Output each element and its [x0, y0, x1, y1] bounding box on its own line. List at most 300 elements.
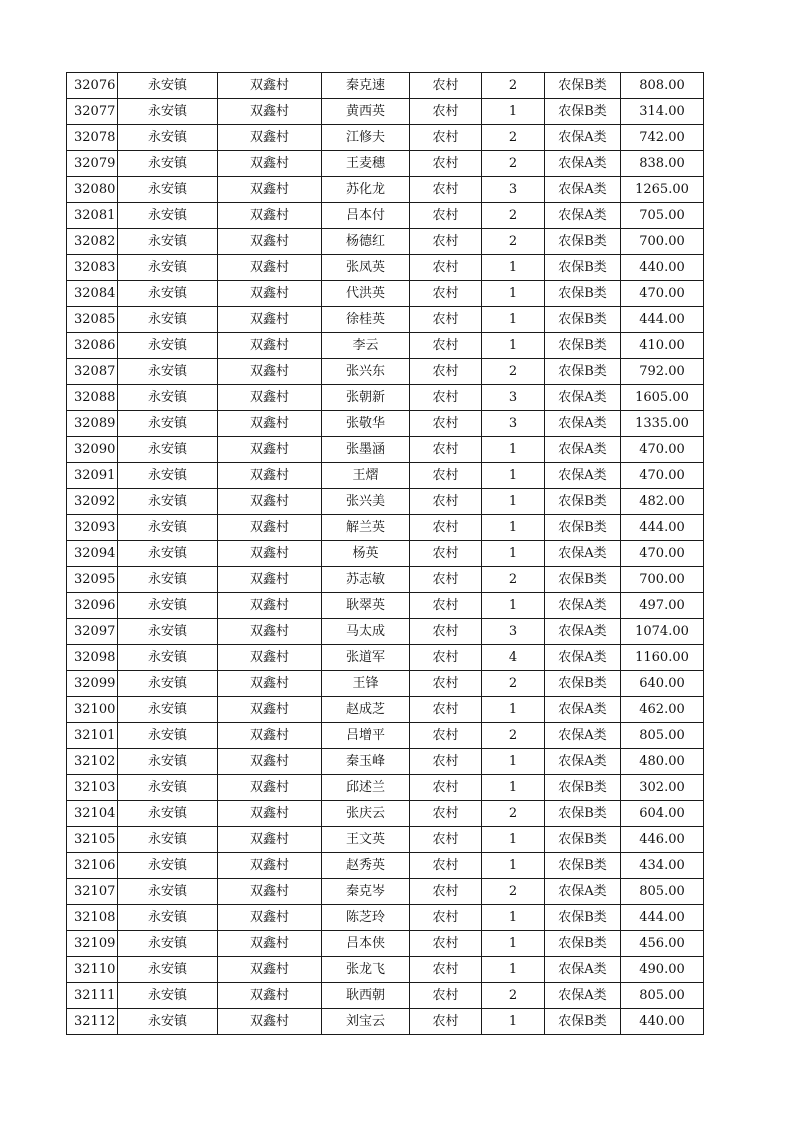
cell-town: 永安镇	[118, 73, 218, 99]
cell-town: 永安镇	[118, 619, 218, 645]
cell-category: 农保A类	[545, 723, 621, 749]
cell-id: 32100	[67, 697, 118, 723]
cell-village: 双鑫村	[218, 359, 322, 385]
cell-name: 陈芝玲	[322, 905, 410, 931]
cell-id: 32105	[67, 827, 118, 853]
cell-amount: 497.00	[621, 593, 704, 619]
cell-town: 永安镇	[118, 541, 218, 567]
cell-village: 双鑫村	[218, 73, 322, 99]
cell-count: 2	[482, 229, 545, 255]
cell-name: 秦玉峰	[322, 749, 410, 775]
table-row	[67, 385, 704, 411]
cell-count: 4	[482, 645, 545, 671]
cell-town: 永安镇	[118, 437, 218, 463]
cell-category: 农保A类	[545, 541, 621, 567]
cell-village: 双鑫村	[218, 99, 322, 125]
cell-amount: 1160.00	[621, 645, 704, 671]
cell-name: 王熠	[322, 463, 410, 489]
table-row	[67, 307, 704, 333]
cell-town: 永安镇	[118, 307, 218, 333]
cell-village: 双鑫村	[218, 255, 322, 281]
cell-name: 张敬华	[322, 411, 410, 437]
cell-count: 3	[482, 619, 545, 645]
cell-town: 永安镇	[118, 359, 218, 385]
table-row	[67, 151, 704, 177]
cell-count: 1	[482, 827, 545, 853]
cell-amount: 480.00	[621, 749, 704, 775]
cell-id: 32091	[67, 463, 118, 489]
cell-name: 徐桂英	[322, 307, 410, 333]
cell-amount: 482.00	[621, 489, 704, 515]
cell-category: 农保B类	[545, 1009, 621, 1035]
cell-count: 1	[482, 541, 545, 567]
cell-amount: 470.00	[621, 437, 704, 463]
cell-town: 永安镇	[118, 801, 218, 827]
table-row	[67, 957, 704, 983]
cell-id: 32096	[67, 593, 118, 619]
cell-category: 农保A类	[545, 437, 621, 463]
cell-town: 永安镇	[118, 281, 218, 307]
cell-category: 农保A类	[545, 385, 621, 411]
cell-count: 1	[482, 957, 545, 983]
cell-area: 农村	[410, 827, 482, 853]
cell-category: 农保B类	[545, 801, 621, 827]
cell-id: 32093	[67, 515, 118, 541]
cell-id: 32103	[67, 775, 118, 801]
cell-area: 农村	[410, 593, 482, 619]
cell-id: 32087	[67, 359, 118, 385]
table-row	[67, 931, 704, 957]
cell-village: 双鑫村	[218, 177, 322, 203]
cell-name: 赵秀英	[322, 853, 410, 879]
cell-village: 双鑫村	[218, 749, 322, 775]
cell-category: 农保B类	[545, 671, 621, 697]
cell-name: 秦克速	[322, 73, 410, 99]
cell-amount: 410.00	[621, 333, 704, 359]
cell-count: 1	[482, 255, 545, 281]
cell-village: 双鑫村	[218, 333, 322, 359]
table-row	[67, 983, 704, 1009]
cell-category: 农保A类	[545, 463, 621, 489]
cell-count: 1	[482, 931, 545, 957]
cell-village: 双鑫村	[218, 671, 322, 697]
cell-count: 1	[482, 281, 545, 307]
cell-id: 32098	[67, 645, 118, 671]
cell-town: 永安镇	[118, 1009, 218, 1035]
cell-area: 农村	[410, 749, 482, 775]
cell-amount: 470.00	[621, 541, 704, 567]
cell-town: 永安镇	[118, 151, 218, 177]
cell-village: 双鑫村	[218, 281, 322, 307]
cell-amount: 640.00	[621, 671, 704, 697]
cell-area: 农村	[410, 411, 482, 437]
cell-name: 黄西英	[322, 99, 410, 125]
cell-village: 双鑫村	[218, 775, 322, 801]
cell-count: 1	[482, 749, 545, 775]
table-row	[67, 281, 704, 307]
table-row	[67, 541, 704, 567]
cell-name: 苏化龙	[322, 177, 410, 203]
cell-amount: 1335.00	[621, 411, 704, 437]
cell-area: 农村	[410, 957, 482, 983]
cell-area: 农村	[410, 619, 482, 645]
cell-category: 农保A类	[545, 125, 621, 151]
cell-count: 1	[482, 515, 545, 541]
cell-category: 农保B类	[545, 775, 621, 801]
cell-amount: 838.00	[621, 151, 704, 177]
cell-amount: 470.00	[621, 281, 704, 307]
cell-area: 农村	[410, 1009, 482, 1035]
cell-town: 永安镇	[118, 463, 218, 489]
cell-category: 农保A类	[545, 177, 621, 203]
cell-area: 农村	[410, 359, 482, 385]
cell-area: 农村	[410, 515, 482, 541]
table-row	[67, 671, 704, 697]
cell-area: 农村	[410, 541, 482, 567]
cell-amount: 302.00	[621, 775, 704, 801]
table-row	[67, 333, 704, 359]
cell-category: 农保B类	[545, 931, 621, 957]
cell-name: 赵成芝	[322, 697, 410, 723]
cell-name: 张兴美	[322, 489, 410, 515]
cell-id: 32104	[67, 801, 118, 827]
cell-town: 永安镇	[118, 125, 218, 151]
cell-name: 张凤英	[322, 255, 410, 281]
table-row	[67, 905, 704, 931]
cell-name: 解兰英	[322, 515, 410, 541]
cell-amount: 446.00	[621, 827, 704, 853]
table-row	[67, 801, 704, 827]
cell-category: 农保A类	[545, 151, 621, 177]
table-row	[67, 723, 704, 749]
cell-amount: 456.00	[621, 931, 704, 957]
table-row	[67, 125, 704, 151]
cell-id: 32107	[67, 879, 118, 905]
cell-count: 1	[482, 1009, 545, 1035]
cell-village: 双鑫村	[218, 723, 322, 749]
cell-area: 农村	[410, 671, 482, 697]
cell-area: 农村	[410, 853, 482, 879]
cell-amount: 444.00	[621, 905, 704, 931]
cell-category: 农保B类	[545, 99, 621, 125]
cell-town: 永安镇	[118, 515, 218, 541]
cell-amount: 462.00	[621, 697, 704, 723]
table-row	[67, 229, 704, 255]
cell-village: 双鑫村	[218, 619, 322, 645]
table-row	[67, 411, 704, 437]
cell-village: 双鑫村	[218, 229, 322, 255]
table-row	[67, 749, 704, 775]
table-row	[67, 515, 704, 541]
cell-name: 马太成	[322, 619, 410, 645]
cell-amount: 700.00	[621, 567, 704, 593]
cell-name: 张墨涵	[322, 437, 410, 463]
cell-name: 张龙飞	[322, 957, 410, 983]
table-row	[67, 645, 704, 671]
cell-category: 农保B类	[545, 333, 621, 359]
cell-village: 双鑫村	[218, 489, 322, 515]
cell-town: 永安镇	[118, 567, 218, 593]
cell-category: 农保B类	[545, 515, 621, 541]
cell-town: 永安镇	[118, 957, 218, 983]
cell-village: 双鑫村	[218, 593, 322, 619]
cell-category: 农保A类	[545, 957, 621, 983]
table-row	[67, 853, 704, 879]
cell-name: 吕增平	[322, 723, 410, 749]
cell-id: 32081	[67, 203, 118, 229]
cell-category: 农保A类	[545, 411, 621, 437]
cell-town: 永安镇	[118, 385, 218, 411]
cell-id: 32099	[67, 671, 118, 697]
cell-category: 农保B类	[545, 307, 621, 333]
cell-amount: 444.00	[621, 307, 704, 333]
cell-town: 永安镇	[118, 671, 218, 697]
cell-id: 32089	[67, 411, 118, 437]
cell-category: 农保A类	[545, 619, 621, 645]
cell-amount: 1605.00	[621, 385, 704, 411]
cell-count: 1	[482, 775, 545, 801]
cell-id: 32083	[67, 255, 118, 281]
cell-village: 双鑫村	[218, 697, 322, 723]
cell-category: 农保A类	[545, 645, 621, 671]
cell-name: 张道军	[322, 645, 410, 671]
cell-area: 农村	[410, 333, 482, 359]
cell-area: 农村	[410, 723, 482, 749]
cell-id: 32092	[67, 489, 118, 515]
cell-area: 农村	[410, 281, 482, 307]
cell-id: 32110	[67, 957, 118, 983]
cell-village: 双鑫村	[218, 515, 322, 541]
cell-name: 杨德红	[322, 229, 410, 255]
cell-area: 农村	[410, 801, 482, 827]
cell-id: 32085	[67, 307, 118, 333]
cell-id: 32109	[67, 931, 118, 957]
cell-town: 永安镇	[118, 697, 218, 723]
cell-count: 2	[482, 671, 545, 697]
cell-category: 农保A类	[545, 983, 621, 1009]
cell-town: 永安镇	[118, 411, 218, 437]
cell-id: 32106	[67, 853, 118, 879]
cell-id: 32101	[67, 723, 118, 749]
cell-area: 农村	[410, 463, 482, 489]
cell-town: 永安镇	[118, 203, 218, 229]
cell-amount: 805.00	[621, 879, 704, 905]
cell-category: 农保B类	[545, 73, 621, 99]
cell-village: 双鑫村	[218, 151, 322, 177]
cell-village: 双鑫村	[218, 645, 322, 671]
cell-area: 农村	[410, 437, 482, 463]
cell-count: 1	[482, 333, 545, 359]
cell-area: 农村	[410, 385, 482, 411]
cell-name: 苏志敏	[322, 567, 410, 593]
table-row	[67, 463, 704, 489]
cell-count: 2	[482, 723, 545, 749]
cell-id: 32079	[67, 151, 118, 177]
cell-town: 永安镇	[118, 333, 218, 359]
cell-count: 1	[482, 905, 545, 931]
cell-town: 永安镇	[118, 177, 218, 203]
cell-amount: 440.00	[621, 255, 704, 281]
cell-count: 1	[482, 853, 545, 879]
cell-category: 农保B类	[545, 281, 621, 307]
cell-town: 永安镇	[118, 229, 218, 255]
cell-village: 双鑫村	[218, 567, 322, 593]
cell-id: 32097	[67, 619, 118, 645]
cell-village: 双鑫村	[218, 541, 322, 567]
cell-amount: 805.00	[621, 723, 704, 749]
cell-amount: 604.00	[621, 801, 704, 827]
table-row	[67, 697, 704, 723]
cell-id: 32077	[67, 99, 118, 125]
cell-category: 农保B类	[545, 567, 621, 593]
cell-area: 农村	[410, 307, 482, 333]
cell-area: 农村	[410, 203, 482, 229]
roster-table	[66, 72, 704, 1035]
cell-area: 农村	[410, 879, 482, 905]
cell-category: 农保A类	[545, 593, 621, 619]
cell-count: 3	[482, 385, 545, 411]
cell-id: 32080	[67, 177, 118, 203]
cell-village: 双鑫村	[218, 905, 322, 931]
cell-name: 王文英	[322, 827, 410, 853]
roster-body	[67, 73, 704, 1035]
cell-amount: 700.00	[621, 229, 704, 255]
cell-count: 3	[482, 411, 545, 437]
table-row	[67, 255, 704, 281]
cell-village: 双鑫村	[218, 125, 322, 151]
cell-area: 农村	[410, 905, 482, 931]
cell-count: 2	[482, 359, 545, 385]
cell-area: 农村	[410, 983, 482, 1009]
cell-id: 32094	[67, 541, 118, 567]
cell-count: 1	[482, 463, 545, 489]
cell-town: 永安镇	[118, 99, 218, 125]
cell-category: 农保B类	[545, 827, 621, 853]
table-row	[67, 489, 704, 515]
cell-amount: 705.00	[621, 203, 704, 229]
table-row	[67, 775, 704, 801]
cell-area: 农村	[410, 775, 482, 801]
cell-town: 永安镇	[118, 983, 218, 1009]
cell-category: 农保A类	[545, 749, 621, 775]
table-row	[67, 879, 704, 905]
table-row	[67, 567, 704, 593]
table-row	[67, 1009, 704, 1035]
cell-amount: 792.00	[621, 359, 704, 385]
cell-area: 农村	[410, 151, 482, 177]
cell-town: 永安镇	[118, 723, 218, 749]
cell-id: 32102	[67, 749, 118, 775]
cell-amount: 440.00	[621, 1009, 704, 1035]
cell-village: 双鑫村	[218, 931, 322, 957]
cell-village: 双鑫村	[218, 437, 322, 463]
cell-count: 2	[482, 125, 545, 151]
cell-amount: 1074.00	[621, 619, 704, 645]
cell-town: 永安镇	[118, 827, 218, 853]
cell-village: 双鑫村	[218, 983, 322, 1009]
cell-amount: 490.00	[621, 957, 704, 983]
cell-count: 3	[482, 177, 545, 203]
cell-count: 2	[482, 203, 545, 229]
cell-id: 32084	[67, 281, 118, 307]
cell-village: 双鑫村	[218, 801, 322, 827]
cell-count: 2	[482, 801, 545, 827]
cell-area: 农村	[410, 73, 482, 99]
cell-town: 永安镇	[118, 749, 218, 775]
cell-category: 农保B类	[545, 255, 621, 281]
cell-area: 农村	[410, 567, 482, 593]
table-row	[67, 593, 704, 619]
cell-category: 农保B类	[545, 905, 621, 931]
cell-count: 2	[482, 151, 545, 177]
cell-id: 32076	[67, 73, 118, 99]
cell-amount: 1265.00	[621, 177, 704, 203]
cell-name: 张庆云	[322, 801, 410, 827]
cell-id: 32088	[67, 385, 118, 411]
cell-count: 2	[482, 567, 545, 593]
cell-category: 农保B类	[545, 359, 621, 385]
cell-name: 邱述兰	[322, 775, 410, 801]
cell-amount: 434.00	[621, 853, 704, 879]
cell-village: 双鑫村	[218, 385, 322, 411]
cell-count: 2	[482, 879, 545, 905]
cell-category: 农保A类	[545, 203, 621, 229]
cell-category: 农保A类	[545, 697, 621, 723]
cell-count: 1	[482, 99, 545, 125]
cell-name: 张朝新	[322, 385, 410, 411]
cell-amount: 470.00	[621, 463, 704, 489]
cell-category: 农保B类	[545, 853, 621, 879]
cell-amount: 314.00	[621, 99, 704, 125]
table-row	[67, 437, 704, 463]
cell-area: 农村	[410, 177, 482, 203]
cell-village: 双鑫村	[218, 1009, 322, 1035]
cell-town: 永安镇	[118, 775, 218, 801]
cell-category: 农保A类	[545, 879, 621, 905]
cell-name: 耿西朝	[322, 983, 410, 1009]
table-row	[67, 619, 704, 645]
cell-village: 双鑫村	[218, 827, 322, 853]
table-row	[67, 203, 704, 229]
cell-id: 32111	[67, 983, 118, 1009]
cell-name: 王锋	[322, 671, 410, 697]
table-row	[67, 99, 704, 125]
cell-amount: 808.00	[621, 73, 704, 99]
cell-amount: 742.00	[621, 125, 704, 151]
cell-town: 永安镇	[118, 905, 218, 931]
cell-amount: 805.00	[621, 983, 704, 1009]
cell-village: 双鑫村	[218, 307, 322, 333]
cell-town: 永安镇	[118, 489, 218, 515]
cell-town: 永安镇	[118, 593, 218, 619]
cell-area: 农村	[410, 99, 482, 125]
cell-name: 吕本侠	[322, 931, 410, 957]
table-row	[67, 359, 704, 385]
cell-name: 刘宝云	[322, 1009, 410, 1035]
cell-name: 耿翠英	[322, 593, 410, 619]
cell-area: 农村	[410, 489, 482, 515]
cell-village: 双鑫村	[218, 957, 322, 983]
cell-area: 农村	[410, 931, 482, 957]
cell-town: 永安镇	[118, 645, 218, 671]
cell-name: 江修夫	[322, 125, 410, 151]
cell-count: 1	[482, 437, 545, 463]
cell-amount: 444.00	[621, 515, 704, 541]
cell-category: 农保B类	[545, 229, 621, 255]
cell-name: 秦克岑	[322, 879, 410, 905]
cell-area: 农村	[410, 125, 482, 151]
cell-count: 1	[482, 593, 545, 619]
